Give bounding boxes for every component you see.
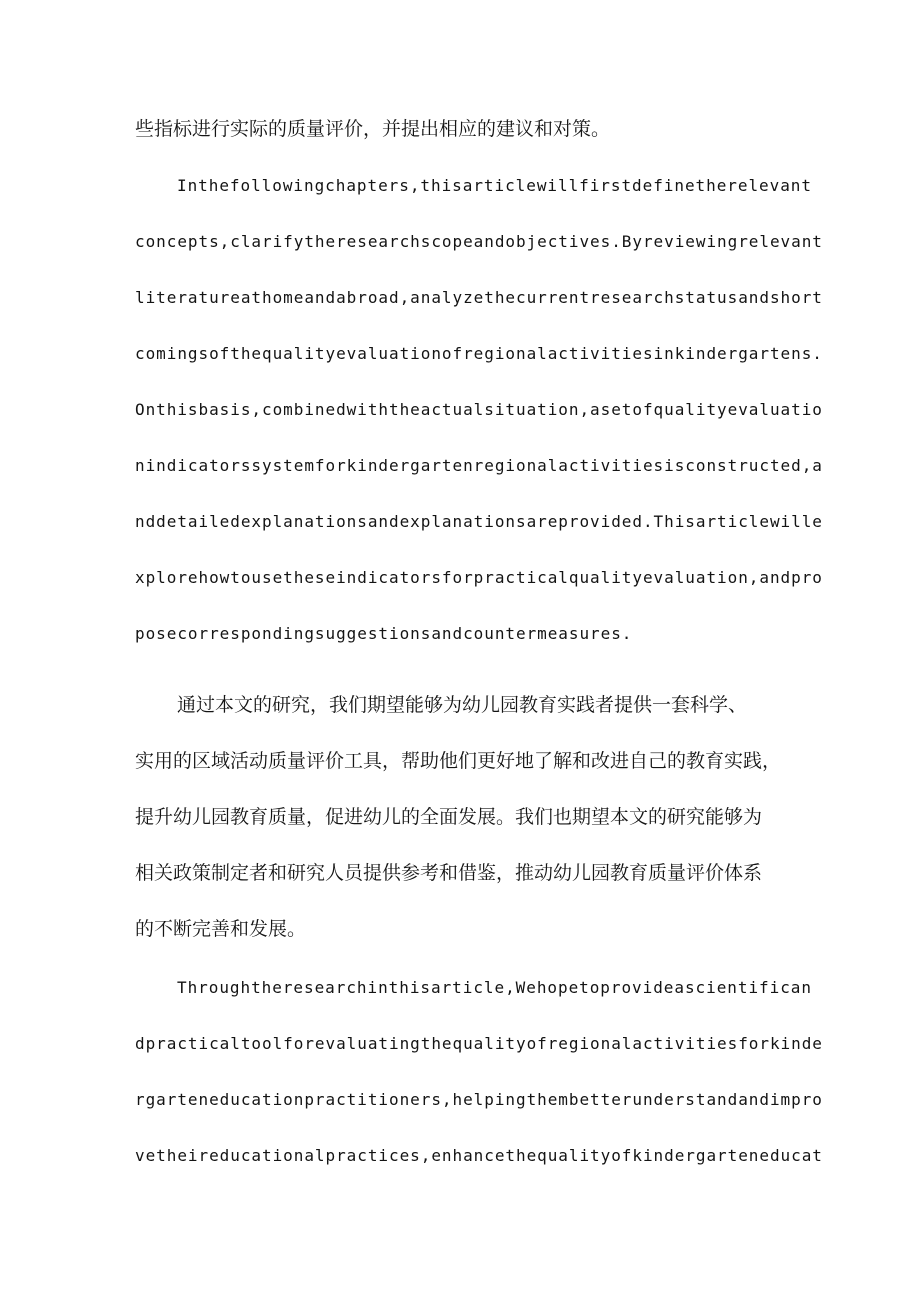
paragraph-line: 提升幼儿园教育质量，促进幼儿的全面发展。我们也期望本文的研究能够为 [135, 806, 763, 828]
paragraph-line: nddetailedexplanationsandexplanationsareprovided.Thisarticlewille [135, 512, 823, 531]
paragraph-line: xplorehowtousetheseindicatorsforpracticalqualityevaluation,andpro [135, 568, 823, 587]
paragraph-line: Inthefollowingchapters,thisarticlewillfirstdefinetherelevant [177, 176, 812, 195]
paragraph-line: 实用的区域活动质量评价工具，帮助他们更好地了解和改进自己的教育实践， [135, 750, 782, 772]
paragraph-line: 通过本文的研究，我们期望能够为幼儿园教育实践者提供一套科学、 [177, 694, 748, 716]
paragraph-line: vetheireducationalpractices,enhancethequalityofkindergarteneducat [135, 1146, 823, 1165]
paragraph-line: concepts,clarifytheresearchscopeandobjectives.Byreviewingrelevant [135, 232, 823, 251]
paragraph-line: comingsofthequalityevaluationofregionalactivitiesinkindergartens. [135, 344, 823, 363]
paragraph-line: 些指标进行实际的质量评价，并提出相应的建议和对策。 [135, 118, 611, 140]
paragraph-line: Throughtheresearchinthisarticle,Wehopetoprovideascientifican [177, 978, 812, 997]
paragraph-line: 的不断完善和发展。 [135, 918, 307, 940]
paragraph-line: 相关政策制定者和研究人员提供参考和借鉴，推动幼儿园教育质量评价体系 [135, 862, 763, 884]
paragraph-line: dpracticaltoolforevaluatingthequalityofregionalactivitiesforkinde [135, 1034, 823, 1053]
paragraph-line: literatureathomeandabroad,analyzethecurrentresearchstatusandshort [135, 288, 823, 307]
paragraph-line: rgarteneducationpractitioners,helpingthembetterunderstandandimpro [135, 1090, 823, 1109]
paragraph-line: nindicatorssystemforkindergartenregionalactivitiesisconstructed,a [135, 456, 823, 475]
paragraph-line: posecorrespondingsuggestionsandcountermeasures. [135, 624, 633, 643]
paragraph-line: Onthisbasis,combinedwiththeactualsituation,asetofqualityevaluatio [135, 400, 823, 419]
